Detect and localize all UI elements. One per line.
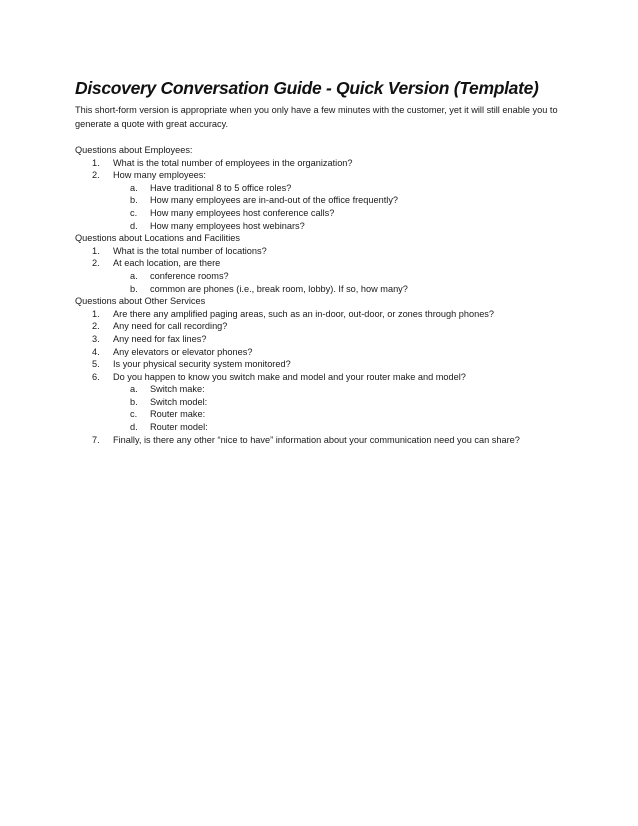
question-list xyxy=(75,308,575,447)
question-number: 2. xyxy=(92,170,100,181)
document-content xyxy=(75,77,575,446)
sub-question-item xyxy=(75,220,575,233)
sub-question-text: Router model: xyxy=(150,422,208,433)
question-item xyxy=(75,333,575,346)
question-number: 5. xyxy=(92,359,100,370)
question-text: Are there any amplified paging areas, such as an in-door, out-door, or zones through phones? xyxy=(113,308,495,319)
question-item xyxy=(75,358,575,371)
sub-question-item xyxy=(75,283,575,296)
sub-question-text: conference rooms? xyxy=(150,270,229,281)
sub-question-letter: d. xyxy=(130,422,138,433)
sub-question-letter: b. xyxy=(130,195,138,206)
sub-question-text: common are phones (i.e., break room, lobby). If so, how many? xyxy=(150,283,408,294)
question-item xyxy=(75,308,575,321)
question-text: What is the total number of locations? xyxy=(113,245,267,256)
sub-question-letter: c. xyxy=(130,409,138,420)
sub-question-letter: d. xyxy=(130,220,138,231)
question-number: 7. xyxy=(92,434,100,445)
question-sections xyxy=(75,144,575,446)
question-item xyxy=(75,346,575,359)
sub-question-list xyxy=(113,182,575,232)
spacer xyxy=(75,131,575,144)
question-text: At each location, are there xyxy=(113,258,221,269)
question-item xyxy=(75,434,575,447)
question-text: Any need for call recording? xyxy=(113,321,228,332)
section-heading: Questions about Employees: xyxy=(75,145,193,155)
question-text: Any elevators or elevator phones? xyxy=(113,346,253,357)
sub-question-item xyxy=(75,207,575,220)
sub-question-item xyxy=(75,396,575,409)
document-intro: This short-form version is appropriate when you only have a few minutes with the customer, yet it will still enable you to generate a quote with great accuracy. xyxy=(75,105,558,129)
question-text: How many employees: xyxy=(113,170,206,181)
sub-question-list xyxy=(113,270,575,295)
sub-question-text: Switch model: xyxy=(150,396,208,407)
sub-question-letter: b. xyxy=(130,396,138,407)
sub-question-text: Router make: xyxy=(150,409,206,420)
sub-question-text: Switch make: xyxy=(150,384,205,395)
question-number: 3. xyxy=(92,333,100,344)
sub-question-text: How many employees host conference calls? xyxy=(150,207,335,218)
question-number: 2. xyxy=(92,258,100,269)
sub-question-text: How many employees are in-and-out of the office frequently? xyxy=(150,195,399,206)
question-number: 1. xyxy=(92,245,100,256)
section-heading: Questions about Other Services xyxy=(75,296,206,307)
question-text: What is the total number of employees in the organization? xyxy=(113,157,353,168)
question-item xyxy=(75,157,575,170)
sub-question-item xyxy=(75,383,575,396)
question-number: 1. xyxy=(92,157,100,168)
question-list xyxy=(75,245,575,295)
sub-question-item xyxy=(75,194,575,207)
question-text: Is your physical security system monitored? xyxy=(113,359,291,370)
question-item xyxy=(75,257,575,295)
sub-question-text: How many employees host webinars? xyxy=(150,220,305,231)
sub-question-item xyxy=(75,270,575,283)
sub-question-letter: a. xyxy=(130,384,138,395)
sub-question-letter: a. xyxy=(130,182,138,193)
question-item xyxy=(75,320,575,333)
sub-question-item xyxy=(75,421,575,434)
question-list xyxy=(75,157,575,233)
sub-question-item xyxy=(75,182,575,195)
question-text: Any need for fax lines? xyxy=(113,333,207,344)
sub-question-letter: b. xyxy=(130,283,138,294)
question-number: 4. xyxy=(92,346,100,357)
question-item xyxy=(75,169,575,232)
question-item xyxy=(75,245,575,258)
sub-question-letter: a. xyxy=(130,270,138,281)
question-number: 2. xyxy=(92,321,100,332)
section-heading: Questions about Locations and Facilities xyxy=(75,233,240,244)
question-item xyxy=(75,371,575,434)
question-number: 1. xyxy=(92,308,100,319)
question-number: 6. xyxy=(92,371,100,382)
sub-question-text: Have traditional 8 to 5 office roles? xyxy=(150,182,292,193)
document-title: Discovery Conversation Guide - Quick Version (Template) xyxy=(75,78,539,98)
sub-question-list xyxy=(113,383,575,433)
sub-question-letter: c. xyxy=(130,207,138,218)
sub-question-item xyxy=(75,408,575,421)
question-text: Do you happen to know you switch make and model and your router make and model? xyxy=(113,371,466,382)
question-text: Finally, is there any other “nice to have” information about your communication need you can share? xyxy=(113,434,520,445)
